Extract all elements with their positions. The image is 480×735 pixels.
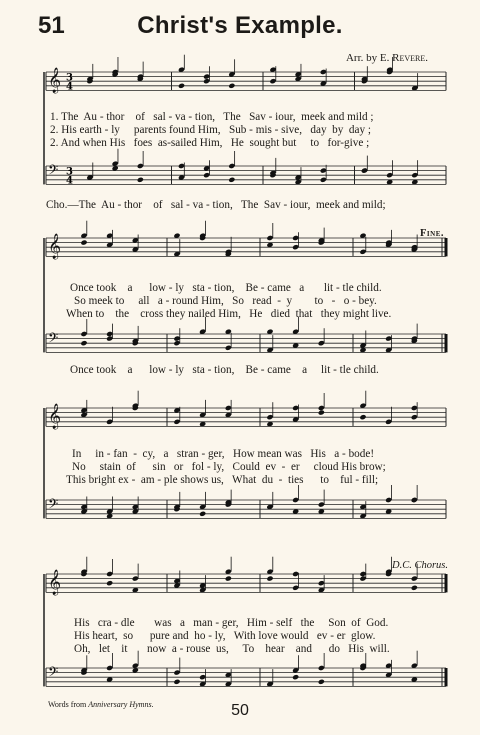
arranger-name: Revere — [392, 52, 426, 64]
treble-clef-icon: 𝄞 — [48, 234, 62, 259]
system-2-chorus: Once took a low - ly sta - tion, Be - came a lit - tle child. — [70, 364, 379, 376]
note-head — [106, 580, 113, 586]
treble-clef-icon: 𝄞 — [48, 404, 62, 429]
footnote-source: Anniversary Hymns. — [88, 700, 154, 709]
note-head — [318, 679, 325, 685]
bass-clef-icon: 𝄢 — [48, 664, 59, 683]
note-head — [292, 674, 299, 680]
note-head — [80, 340, 87, 346]
page-number: 50 — [231, 702, 249, 719]
arranger-suffix: . — [425, 52, 428, 64]
treble-staff — [46, 391, 446, 429]
note-head — [266, 576, 273, 582]
system-2-verse-2: So meek to all a - round Him, So read - y to - o - bey. — [74, 295, 377, 307]
note-head — [173, 679, 180, 685]
bass-clef-icon: 𝄢 — [48, 496, 59, 515]
svg-text:4: 4 — [66, 81, 73, 93]
time-signature: 3 — [66, 166, 73, 178]
bass-staff — [46, 651, 446, 687]
system-3-verse-3: This bright ex - am - ple shows us, What du - ties to ful - fill; — [66, 474, 379, 486]
arranger-prefix: Arr. by E. — [345, 52, 390, 64]
note-head — [228, 177, 235, 183]
system-1-verse-1: 1. The Au - thor of sal - va - tion, The Sav - iour, meek and mild ; — [50, 111, 374, 123]
note-head — [359, 414, 366, 420]
fine-marker: Fine. — [420, 228, 444, 239]
dc-chorus-marker: D.C. Chorus. — [392, 560, 449, 571]
bass-staff — [46, 485, 446, 519]
note-head — [178, 83, 185, 89]
hymn-number: 51 — [38, 12, 65, 39]
system-2-verse-3: When to the cross they nailed Him, He died that they might live. — [66, 308, 392, 320]
time-signature: 3 — [66, 72, 73, 84]
note-head — [137, 177, 144, 183]
bass-clef-icon: 𝄢 — [48, 162, 59, 181]
bass-clef-icon: 𝄢 — [48, 330, 59, 349]
hymn-title: Christ's Example. — [137, 12, 343, 39]
note-head — [80, 240, 87, 246]
system-2-verse-1: Once took a low - ly sta - tion, Be - came a lit - tle child. — [70, 282, 382, 294]
note-head — [228, 83, 235, 89]
treble-clef-icon: 𝄞 — [48, 68, 62, 93]
note-head — [199, 511, 206, 517]
note-head — [411, 585, 418, 591]
treble-staff — [46, 55, 446, 93]
bass-staff — [46, 149, 446, 187]
system-3-verse-1: In in - fan - cy, a stran - ger, How mean was His a - bode! — [72, 448, 375, 460]
system-1-chorus: Cho.—The Au - thor of sal - va - tion, The Sav - iour, meek and mild; — [46, 199, 386, 211]
system-4-verse-2: His heart, so pure and ho - ly, With love would ev - er glow. — [74, 630, 376, 642]
bass-staff — [46, 317, 446, 353]
svg-text:4: 4 — [66, 175, 73, 187]
footnote-prefix: Words from — [48, 700, 87, 709]
note-head — [225, 576, 232, 582]
system-4-verse-3: Oh, let it now a - rouse us, To hear and do His will. — [74, 643, 390, 655]
treble-clef-icon: 𝄞 — [48, 570, 62, 595]
system-3-verse-2: No stain of sin or fol - ly, Could ev - er cloud His brow; — [72, 461, 386, 473]
treble-staff — [46, 557, 449, 595]
note-head — [318, 410, 325, 416]
system-1-verse-2: 2. His earth - ly parents found Him, Sub - mis - sive, day by day ; — [50, 124, 371, 136]
system-4-verse-1: His cra - dle was a man - ger, Him - self the Son of God. — [74, 617, 389, 629]
system-1-verse-3: 2. And when His foes as-sailed Him, He sought but to for-give ; — [50, 137, 370, 149]
treble-staff — [46, 221, 446, 259]
